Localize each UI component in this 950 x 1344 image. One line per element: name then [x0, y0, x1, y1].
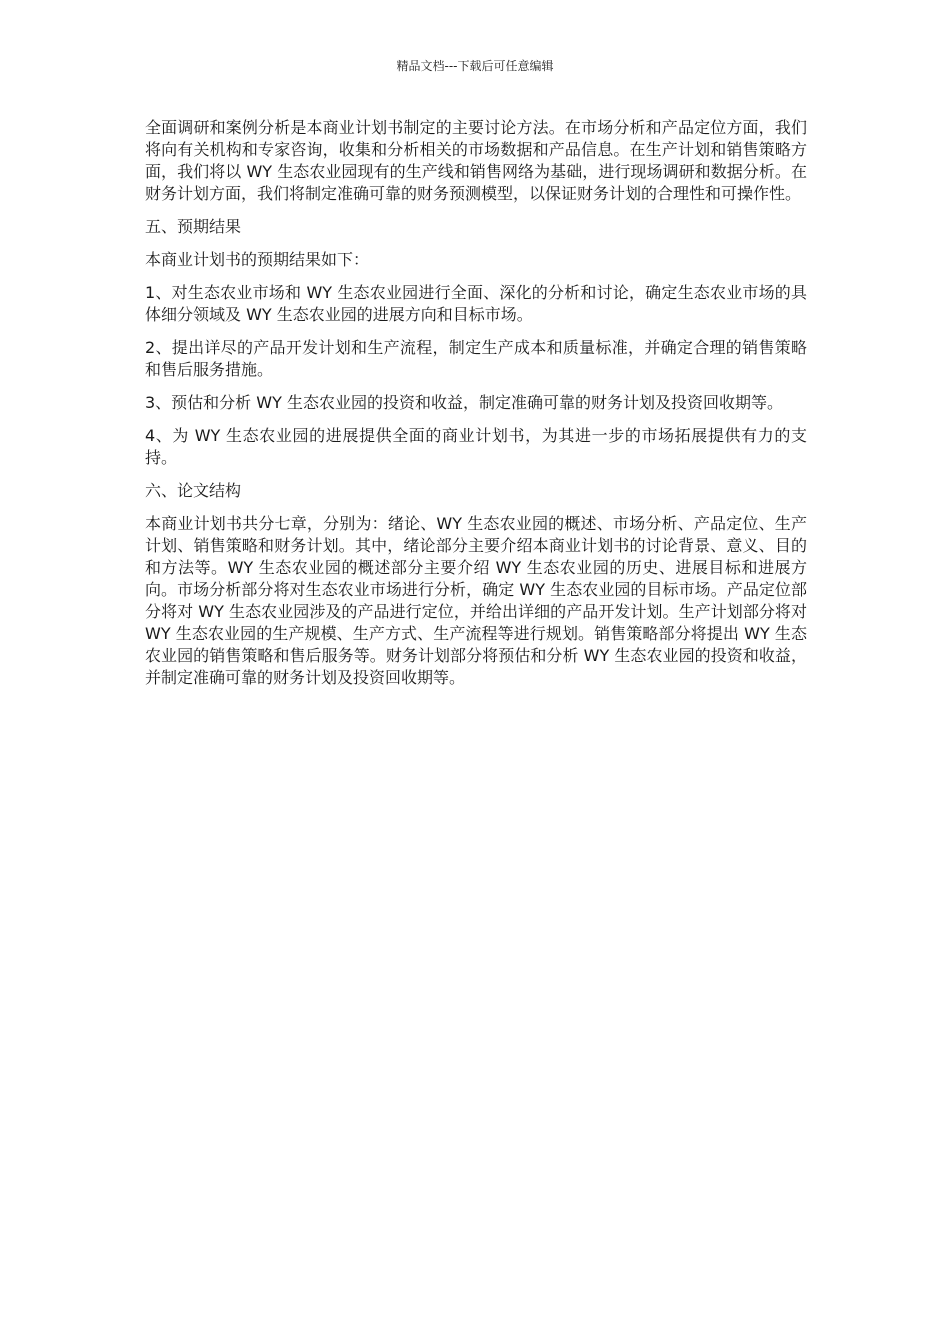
section-heading-thesis-structure: 六、论文结构: [145, 481, 242, 500]
list-item-result-4: 4、为 WY 生态农业园的进展提供全面的商业计划书，为其进一步的市场拓展提供有力的支持。: [145, 426, 807, 467]
paragraph-structure: 本商业计划书共分七章，分别为：绪论、WY 生态农业园的概述、市场分析、产品定位、生产计划、销售策略和财务计划。其中，绪论部分主要介绍本商业计划书的讨论背景、意义、目的和方法等。WY 生态农业园的概述部分主要介绍 WY 生态农业园的历史、进展目标和进展方向。市场分析部分将对生态农业市场进行分析，确定 WY 生态农业园的目标市场。产品定位部分将对 WY 生态农业园涉及的产品进行定位，并给出详细的产品开发计划。生产计划部分将对 WY 生态农业园的生产规模、生产方式、生产流程等进行规划。销售策略部分将提出 WY 生态农业园的销售策略和售后服务等。财务计划部分将预估和分析 WY 生态农业园的投资和收益，并制定准确可靠的财务计划及投资回收期等。: [145, 514, 807, 687]
section-heading-expected-results: 五、预期结果: [145, 217, 242, 236]
list-item-result-3: 3、预估和分析 WY 生态农业园的投资和收益，制定准确可靠的财务计划及投资回收期等。: [145, 393, 783, 412]
paragraph-methods: 全面调研和案例分析是本商业计划书制定的主要讨论方法。在市场分析和产品定位方面，我们将向有关机构和专家咨询，收集和分析相关的市场数据和产品信息。在生产计划和销售策略方面，我们将以 WY 生态农业园现有的生产线和销售网络为基础，进行现场调研和数据分析。在财务计划方面，我们将制定准确可靠的财务预测模型，以保证财务计划的合理性和可操作性。: [145, 118, 807, 203]
paragraph-results-intro: 本商业计划书的预期结果如下：: [145, 250, 370, 269]
list-item-result-2: 2、提出详尽的产品开发计划和生产流程，制定生产成本和质量标准，并确定合理的销售策略和售后服务措施。: [145, 338, 807, 379]
list-item-result-1: 1、对生态农业市场和 WY 生态农业园进行全面、深化的分析和讨论，确定生态农业市场的具体细分领域及 WY 生态农业园的进展方向和目标市场。: [145, 283, 807, 324]
page-header: 精品文档---下载后可任意编辑: [396, 59, 554, 73]
document-body: [145, 117, 807, 700]
